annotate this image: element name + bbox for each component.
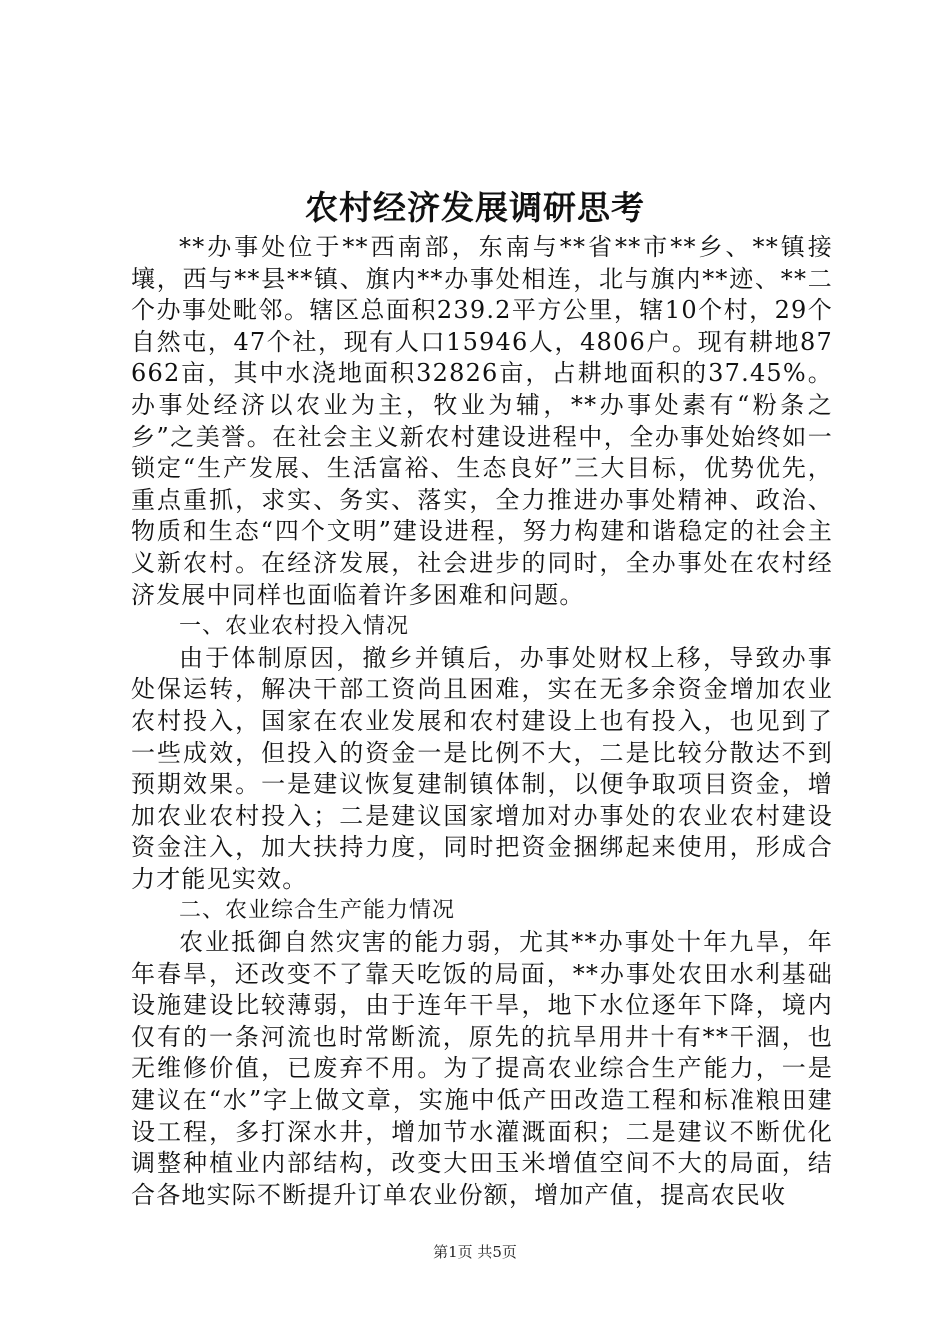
document-body: [131, 232, 833, 1211]
page-number-footer: 第1页 共5页: [433, 1243, 517, 1261]
capacity-paragraph: 农业抵御自然灾害的能力弱，尤其**办事处十年九旱，年年春旱，还改变不了靠天吃饭的局面，**办事处农田水利基础设施建设比较薄弱，由于连年干旱，地下水位逐年下降，境内仅有的一条河流也时常断流，原先的抗旱用井十有**干涸，也无维修价值，已废弃不用。为了提高农业综合生产能力，一是建议在“水”字上做文章，实施中低产田改造工程和标准粮田建设工程，多打深水井，增加节水灌溉面积；二是建议不断优化调整种植业内部结构，改变大田玉米增值空间不大的局面，结合各地实际不断提升订单农业份额，增加产值，提高农民收: [131, 928, 833, 1209]
section-heading-capacity: 二、农业综合生产能力情况: [179, 898, 456, 924]
investment-paragraph: 由于体制原因，撤乡并镇后，办事处财权上移，导致办事处保运转，解决干部工资尚且困难，实在无多余资金增加农业农村投入，国家在农业发展和农村建设上也有投入，也见到了一些成效，但投入的资金一是比例不大，二是比较分散达不到预期效果。一是建议恢复建制镇体制，以便争取项目资金，增加农业农村投入；二是建议国家增加对办事处的农业农村建设资金注入，加大扶持力度，同时把资金捆绑起来使用，形成合力才能见实效。: [131, 643, 833, 893]
section-heading-investment: 一、农业农村投入情况: [179, 614, 410, 640]
intro-paragraph: **办事处位于**西南部，东南与**省**市**乡、**镇接壤，西与**县**镇、旗内**办事处相连，北与旗内**迹、**二个办事处毗邻。辖区总面积239.2平方公里，辖10个村，29个自然屯，47个社，现有人口15946人，4806户。现有耕地87662亩，其中水浇地面积32826亩，占耕地面积的37.45%。办事处经济以农业为主，牧业为辅，**办事处素有“粉条之乡”之美誉。在社会主义新农村建设进程中，全办事处始终如一锁定“生产发展、生活富裕、生态良好”三大目标，优势优先，重点重抓，求实、务实、落实，全力推进办事处精神、政治、物质和生态“四个文明”建设进程，努力构建和谐稳定的社会主义新农村。在经济发展，社会进步的同时，全办事处在农村经济发展中同样也面临着许多困难和问题。: [131, 233, 833, 609]
document-title: 农村经济发展调研思考: [305, 188, 645, 227]
